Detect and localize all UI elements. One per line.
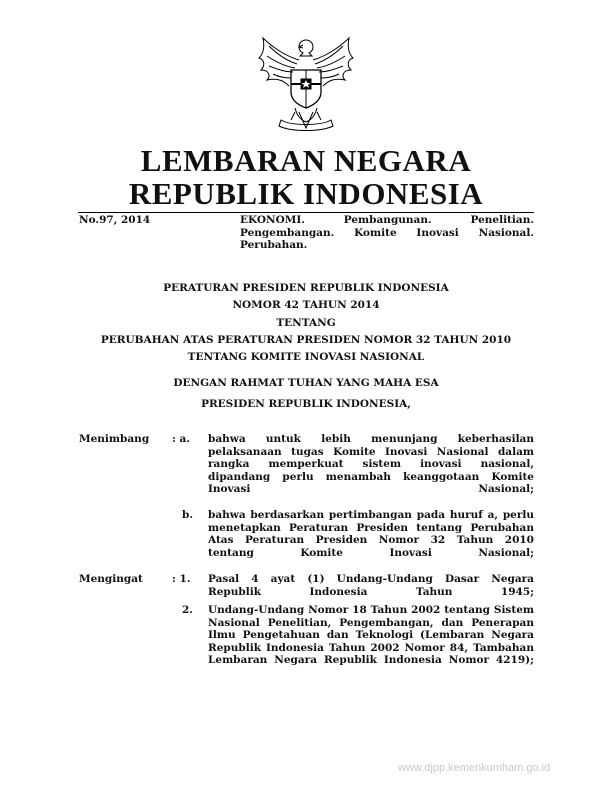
gazette-topic: EKONOMI. Pembangunan. Penelitian. Pengembangan. Komite Inovasi Nasional. Perubahan.: [240, 214, 534, 251]
gazette-number: No.97, 2014: [79, 214, 151, 226]
regulation-subject-line1: PERUBAHAN ATAS PERATURAN PRESIDEN NOMOR 32 TAHUN 2010: [100, 334, 512, 346]
preamble-invocation: DENGAN RAHMAT TUHAN YANG MAHA ESA: [173, 377, 439, 389]
gazette-title-line1: LEMBARAN NEGARA: [140, 143, 472, 178]
menimbang-marker-a: : a.: [172, 433, 190, 445]
regulation-number: NOMOR 42 TAHUN 2014: [232, 299, 380, 311]
gazette-title-line2: REPUBLIK INDONESIA: [128, 176, 484, 211]
menimbang-marker-b: b.: [182, 509, 193, 521]
menimbang-label: Menimbang: [79, 433, 150, 445]
menimbang-item-b: bahwa berdasarkan pertimbangan pada huruf a, perlu menetapkan Peraturan Presiden tentang Perubahan Atas Peraturan Presiden Nomor 32 Tahun 2010 tentang Komite Inovasi Nasional;: [208, 509, 534, 559]
footer-watermark-link[interactable]: www.djpp.kemenkumham.go.id: [398, 762, 551, 774]
mengingat-marker-1: : 1.: [172, 573, 191, 585]
regulation-tentang: TENTANG: [276, 317, 336, 329]
mengingat-label: Mengingat: [79, 573, 143, 585]
mengingat-item-1: Pasal 4 ayat (1) Undang-Undang Dasar Negara Republik Indonesia Tahun 1945;: [208, 573, 534, 598]
mengingat-item-2: Undang-Undang Nomor 18 Tahun 2002 tentang Sistem Nasional Penelitian, Pengembangan, dan Penerapan Ilmu Pengetahuan dan Teknologi (Lembaran Negara Republik Indonesia Tahun 2002 Nomor 84, Tambahan Lembaran Negara Republik Indonesia Nomor 4219);: [208, 604, 534, 667]
menimbang-item-a: bahwa untuk lebih menunjang keberhasilan pelaksanaan tugas Komite Inovasi Nasional dalam rangka memperkuat sistem inovasi nasional, dipandang perlu menambah keanggotaan Komite Inovasi Nasional;: [208, 433, 534, 496]
garuda-emblem-icon: [255, 36, 357, 136]
preamble-president: PRESIDEN REPUBLIK INDONESIA,: [201, 398, 411, 410]
regulation-title: PERATURAN PRESIDEN REPUBLIK INDONESIA: [163, 282, 449, 294]
header-divider: [78, 212, 534, 213]
mengingat-marker-2: 2.: [182, 604, 193, 616]
regulation-subject-line2: TENTANG KOMITE INOVASI NASIONAL: [187, 351, 425, 363]
